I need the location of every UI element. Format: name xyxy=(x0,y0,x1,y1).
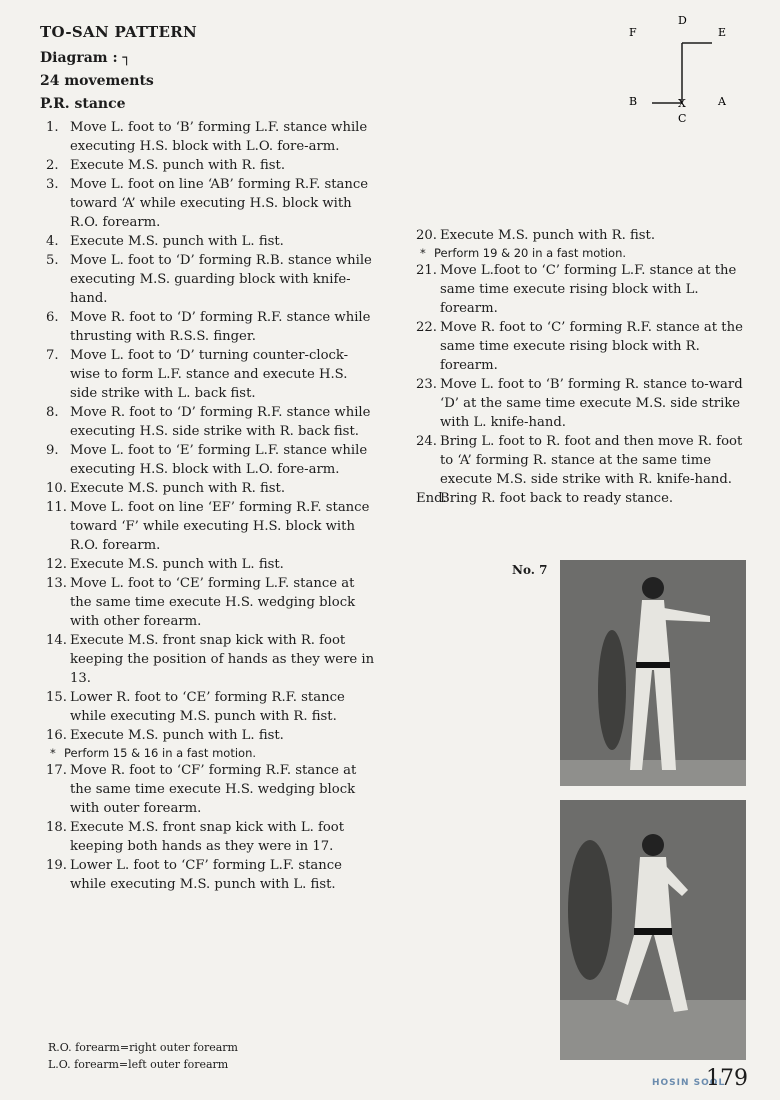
movement-text: Move L. foot to ‘B’ forming L.F. stance while executing H.S. block with L.O. fore-arm. xyxy=(70,120,368,154)
movement-number: 15. xyxy=(46,690,67,705)
movement-list-left xyxy=(46,118,376,894)
movement-item xyxy=(46,631,376,688)
movement-text: Lower R. foot to ‘CE’ forming R.F. stance while executing M.S. punch with R. fist. xyxy=(70,690,345,724)
movement-text: Perform 19 & 20 in a fast motion. xyxy=(434,246,627,260)
movement-text: Move L. foot to ‘D’ forming R.B. stance while executing M.S. guarding block with knife-hand. xyxy=(70,253,372,306)
movement-number: * xyxy=(50,746,56,760)
movement-item xyxy=(416,318,746,375)
movement-number: 24. xyxy=(416,434,437,449)
movement-number: 4. xyxy=(46,234,59,249)
movement-item xyxy=(46,479,376,498)
photo-label: No. 7 xyxy=(512,563,548,577)
movement-number: 16. xyxy=(46,728,67,743)
diagram-label-x: X xyxy=(678,97,686,110)
pattern-diagram xyxy=(600,8,750,128)
movement-text: Execute M.S. front snap kick with R. foot keeping the position of hands as they were in 13. xyxy=(70,633,375,686)
photo-bottom xyxy=(560,800,746,1060)
movement-item xyxy=(46,118,376,156)
movement-item xyxy=(46,761,376,818)
movement-number: 5. xyxy=(46,253,59,268)
movement-text: Move R. foot to ‘D’ forming R.F. stance while executing H.S. side strike with R. back fist. xyxy=(70,405,371,439)
photo-bottom-figure xyxy=(560,800,746,1060)
movement-item xyxy=(46,175,376,232)
movement-text: Move L. foot to ‘E’ forming L.F. stance while executing H.S. block with L.O. fore-arm. xyxy=(70,443,368,477)
diagram-label-a: A xyxy=(718,95,726,108)
diagram-label xyxy=(40,50,131,66)
movement-number: 1. xyxy=(46,120,59,135)
diagram-label-text: Diagram : xyxy=(40,50,118,66)
diagram-label-c: C xyxy=(678,112,687,125)
diagram-label-d: D xyxy=(678,14,687,27)
movement-number: 12. xyxy=(46,557,67,572)
photo-top xyxy=(560,560,746,786)
movement-item xyxy=(46,441,376,479)
movement-text: Perform 15 & 16 in a fast motion. xyxy=(64,746,257,760)
movement-item xyxy=(46,818,376,856)
movement-item xyxy=(416,489,746,508)
movement-text: Lower L. foot to ‘CF’ forming L.F. stance while executing M.S. punch with L. fist. xyxy=(70,858,342,892)
movement-item xyxy=(46,156,376,175)
movement-text: Move L.foot to ‘C’ forming L.F. stance at the same time execute rising block with L. forearm. xyxy=(440,263,737,316)
movement-number: End. xyxy=(416,491,447,506)
footnote-ro: R.O. forearm=right outer forearm xyxy=(48,1041,238,1054)
movement-item xyxy=(46,726,376,745)
movement-number: 19. xyxy=(46,858,67,873)
movement-text: Execute M.S. punch with L. fist. xyxy=(70,557,284,572)
photo-top-figure xyxy=(560,560,746,786)
movement-list-right xyxy=(416,226,746,508)
movement-number: 8. xyxy=(46,405,59,420)
movement-item xyxy=(46,498,376,555)
movement-text: Execute M.S. punch with L. fist. xyxy=(70,234,284,249)
movement-item xyxy=(46,403,376,441)
movement-item xyxy=(46,308,376,346)
movement-number: 22. xyxy=(416,320,437,335)
movement-number: 23. xyxy=(416,377,437,392)
movement-item xyxy=(416,375,746,432)
diagram-symbol: ┐ xyxy=(122,50,131,66)
movement-text: Execute M.S. front snap kick with L. foot keeping both hands as they were in 17. xyxy=(70,820,345,854)
movement-number: 17. xyxy=(46,763,67,778)
movement-number: 6. xyxy=(46,310,59,325)
movement-number: 10. xyxy=(46,481,67,496)
movement-number: 9. xyxy=(46,443,59,458)
movement-text: Move L. foot to ‘CE’ forming L.F. stance at the same time execute H.S. wedging block with other forearm. xyxy=(70,576,356,629)
stance-label: P.R. stance xyxy=(40,96,126,112)
diagram-label-e: E xyxy=(718,26,727,39)
movement-item xyxy=(416,432,746,489)
movement-number: * xyxy=(420,246,426,260)
movement-text: Execute M.S. punch with L. fist. xyxy=(70,728,284,743)
page-title: TO-SAN PATTERN xyxy=(40,23,198,41)
movement-number: 3. xyxy=(46,177,59,192)
movement-text: Execute M.S. punch with R. fist. xyxy=(440,228,656,243)
movement-item xyxy=(46,856,376,894)
movement-text: Move R. foot to ‘CF’ forming R.F. stance at the same time execute H.S. wedging block with outer forearm. xyxy=(70,763,357,816)
movement-number: 18. xyxy=(46,820,67,835)
movement-text: Execute M.S. punch with R. fist. xyxy=(70,158,286,173)
movements-count: 24 movements xyxy=(40,73,154,89)
footnote-lo: L.O. forearm=left outer forearm xyxy=(48,1058,229,1071)
movement-number: 14. xyxy=(46,633,67,648)
movement-text: Move R. foot to ‘C’ forming R.F. stance at the same time execute rising block with R. forearm. xyxy=(440,320,743,373)
watermark-logo: HOSIN SOOL xyxy=(652,1078,726,1088)
diagram-label-f: F xyxy=(629,26,637,39)
movement-item xyxy=(46,346,376,403)
movement-item xyxy=(416,226,746,245)
movement-number: 13. xyxy=(46,576,67,591)
movement-item xyxy=(416,261,746,318)
note-item xyxy=(416,245,746,261)
movement-item xyxy=(46,232,376,251)
movement-number: 7. xyxy=(46,348,59,363)
movement-text: Move L. foot on line ‘AB’ forming R.F. stance toward ‘A’ while executing H.S. block with R.O. forearm. xyxy=(70,177,369,230)
movement-number: 2. xyxy=(46,158,59,173)
movement-text: Move L. foot to ‘D’ turning counter-clock-wise to form L.F. stance and execute H.S. side strike with L. back fist. xyxy=(70,348,349,401)
movement-number: 20. xyxy=(416,228,437,243)
movement-text: Move L. foot to ‘B’ forming R. stance to-ward ‘D’ at the same time execute M.S. side strike with L. knife-hand. xyxy=(440,377,743,430)
movement-item xyxy=(46,251,376,308)
diagram-label-b: B xyxy=(629,95,638,108)
movement-text: Move R. foot to ‘D’ forming R.F. stance while thrusting with R.S.S. finger. xyxy=(70,310,371,344)
movement-text: Bring R. foot back to ready stance. xyxy=(440,491,674,506)
movement-item xyxy=(46,688,376,726)
note-item xyxy=(46,745,376,761)
movement-number: 11. xyxy=(46,500,67,515)
page-number: 179 xyxy=(706,1066,748,1091)
movement-text: Execute M.S. punch with R. fist. xyxy=(70,481,286,496)
movement-text: Move L. foot on line ‘EF’ forming R.F. stance toward ‘F’ while executing H.S. block with R.O. forearm. xyxy=(70,500,370,553)
movement-item xyxy=(46,555,376,574)
movement-number: 21. xyxy=(416,263,437,278)
movement-text: Bring L. foot to R. foot and then move R. foot to ‘A’ forming R. stance at the same time execute M.S. side strike with R. knife-hand. xyxy=(440,434,743,487)
movement-item xyxy=(46,574,376,631)
